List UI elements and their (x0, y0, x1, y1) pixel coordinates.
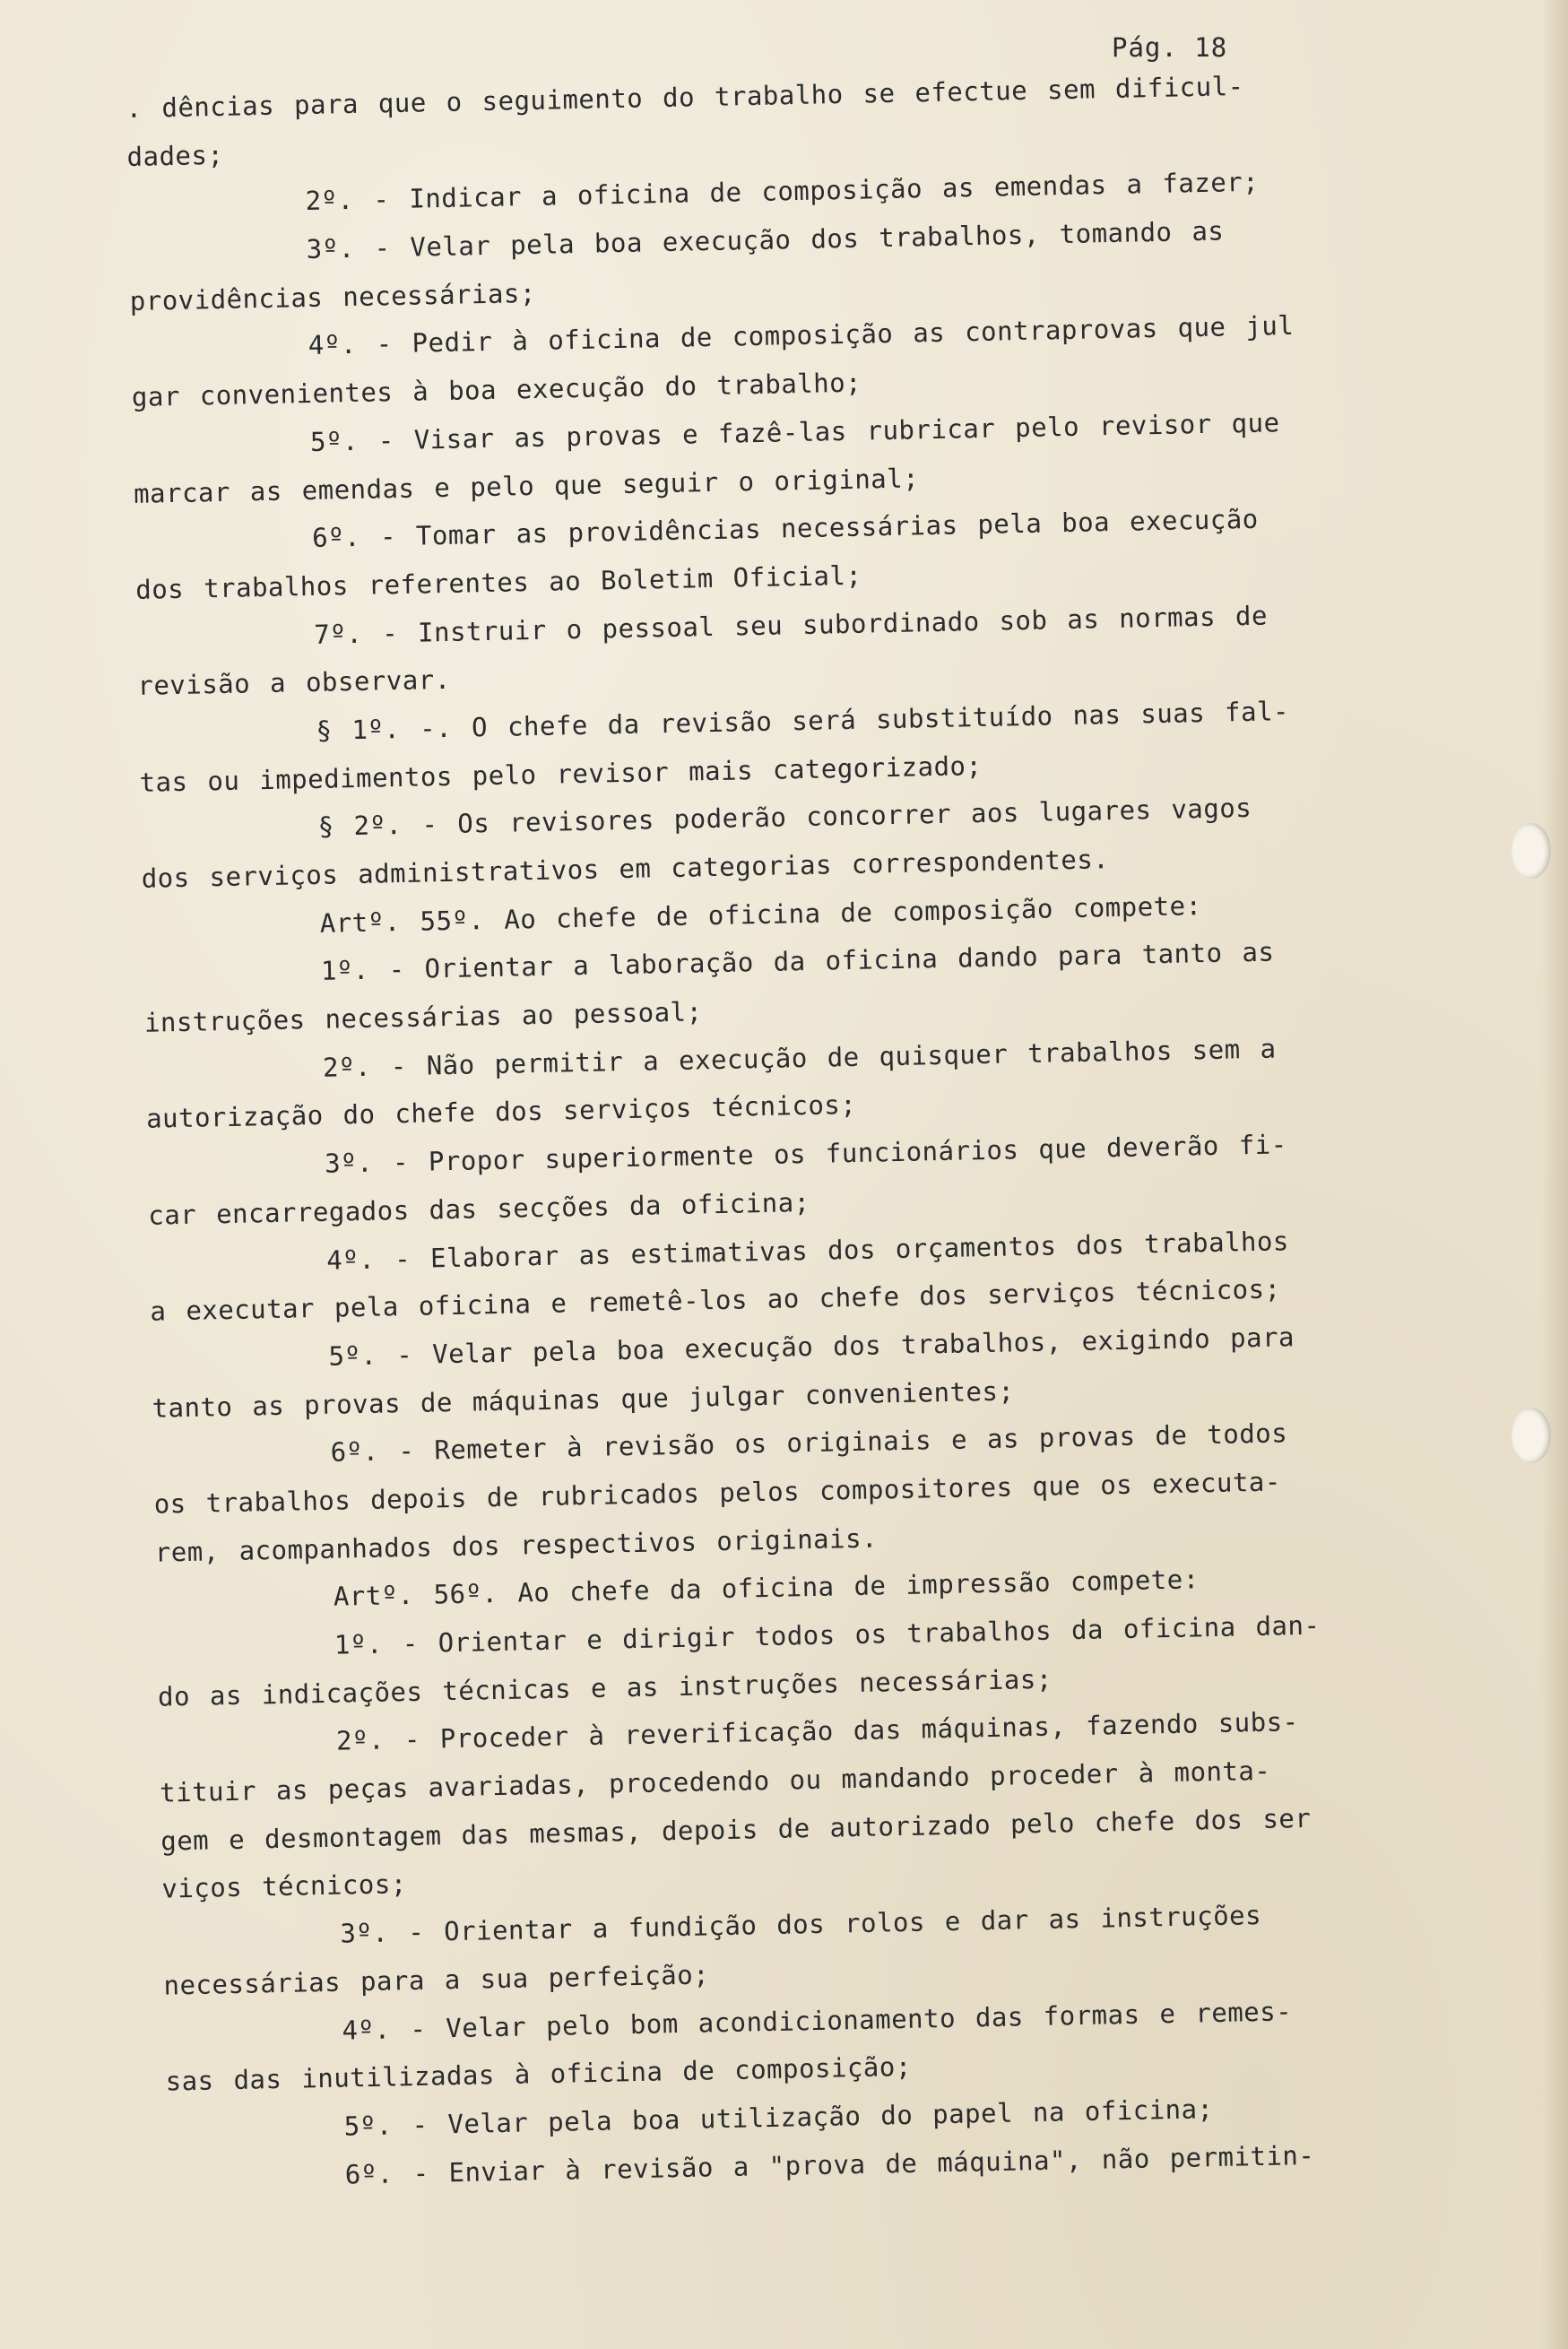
text-line: 5º. - Velar pela boa utilização do papel na oficina; (343, 2093, 1214, 2142)
text-line: gem e desmontagem das mesmas, depois de autorizado pelo chefe dos ser (160, 1802, 1312, 1857)
text-line: 3º. - Velar pela boa execução dos trabalhos, tomando as (306, 215, 1225, 265)
text-line: § 1º. -. O chefe da revisão será substituído nas suas fal- (316, 696, 1290, 746)
punch-hole-top (1512, 823, 1551, 879)
text-line: tas ou impedimentos pelo revisor mais categorizado; (139, 750, 983, 798)
text-line: 5º. - Visar as provas e fazê-las rubricar pelo revisor que (309, 407, 1280, 457)
text-line: 3º. - Propor superiormente os funcionários que deverão fi- (324, 1129, 1287, 1179)
text-line: sas das inutilizadas à oficina de composição; (165, 2051, 913, 2097)
text-line: Artº. 56º. Ao chefe da oficina de impressão compete: (333, 1564, 1200, 1612)
text-line: 6º. - Tomar as providências necessárias pela boa execução (311, 503, 1260, 554)
text-line: revisão a observar. (137, 664, 451, 702)
text-line: § 2º. - Os revisores poderão concorrer aos lugares vagos (317, 793, 1252, 843)
text-line: viços técnicos; (161, 1868, 408, 1905)
text-line: dades; (126, 139, 224, 172)
text-line: os trabalhos depois de rubricados pelos compositores que os executa- (153, 1466, 1282, 1520)
text-line: do as indicações técnicas e as instruções necessárias; (157, 1663, 1053, 1712)
text-line: dos serviços administrativos em categorias correspondentes. (141, 844, 1110, 894)
text-line: . dências para que o seguimento do trabalho se efectue sem dificul- (126, 70, 1244, 124)
text-line: 6º. - Enviar à revisão a "prova de máquina", não permitin- (344, 2139, 1315, 2190)
text-line: rem, acompanhados dos respectivos originais. (154, 1522, 879, 1568)
text-line: tanto as provas de máquinas que julgar convenientes; (152, 1374, 1015, 1424)
text-line: 4º. - Pedir à oficina de composição as contraprovas que jul (308, 310, 1295, 361)
text-line: necessárias para a sua perfeição; (163, 1959, 710, 2001)
text-line: 5º. - Velar pela boa execução dos trabalhos, exigindo para (328, 1321, 1295, 1372)
text-line: 1º. - Orientar e dirigir todos os trabalhos da oficina dan- (334, 1609, 1321, 1660)
text-line: 4º. - Elaborar as estimativas dos orçamentos dos trabalhos (326, 1225, 1290, 1276)
document-body (126, 60, 1405, 2202)
text-line: tituir as peças avariadas, procedendo ou mandando proceder à monta- (159, 1755, 1271, 1808)
text-line: 2º. - Proceder à reverificação das máquinas, fazendo subs- (335, 1706, 1299, 1757)
text-line: providências necessárias; (129, 277, 537, 316)
text-line: instruções necessárias ao pessoal; (143, 996, 703, 1038)
text-line: a executar pela oficina e remetê-los ao chefe dos serviços técnicos; (150, 1273, 1281, 1327)
text-line: 6º. - Remeter à revisão os originais e as provas de todos (330, 1417, 1288, 1468)
text-line: 2º. - Indicar a oficina de composição as emendas a fazer; (305, 167, 1260, 217)
text-line: marcar as emendas e pelo que seguir o original; (133, 462, 920, 509)
text-line: dos trabalhos referentes ao Boletim Oficial; (134, 559, 862, 605)
page-edge-shadow (1541, 0, 1568, 2349)
text-line: gar convenientes à boa execução do trabalho; (131, 367, 862, 413)
text-line: 3º. - Orientar a fundição dos rolos e dar as instruções (340, 1900, 1262, 1949)
text-line: 4º. - Velar pelo bom acondicionamento das formas e remes- (342, 1995, 1293, 2046)
text-line: 2º. - Não permitir a execução de quisquer trabalhos sem a (322, 1033, 1277, 1083)
page-number: Pág. 18 (1112, 32, 1228, 63)
text-line: Artº. 55º. Ao chefe de oficina de composição compete: (319, 889, 1202, 939)
punch-hole-bottom (1512, 1408, 1551, 1463)
text-line: 1º. - Orientar a laboração da oficina dando para tanto as (320, 936, 1275, 987)
text-line: autorização do chefe dos serviços técnicos; (145, 1089, 857, 1135)
text-line: car encarregados das secções da oficina; (147, 1186, 810, 1231)
text-line: 7º. - Instruir o pessoal seu subordinado sob as normas de (313, 600, 1269, 650)
